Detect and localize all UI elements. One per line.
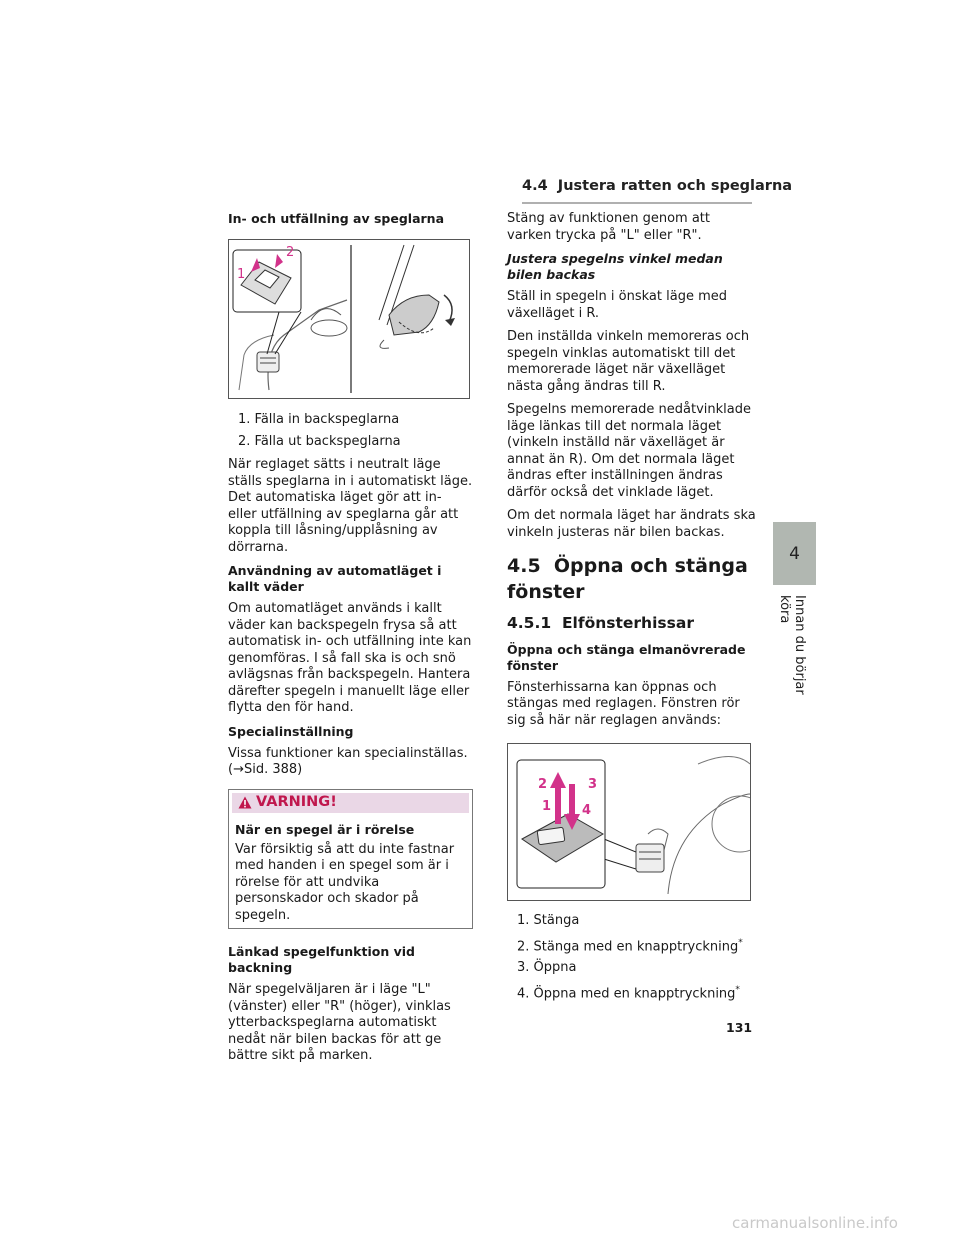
page-number: 131 (726, 1020, 753, 1035)
heading-adjust: Justera spegelns vinkel medan bilen backas (507, 251, 723, 282)
left-column (228, 211, 473, 1072)
list-item: 1. Fälla in backspeglarna (238, 412, 400, 427)
footnote-marker: * (738, 937, 743, 948)
heading-special: Specialinställning (228, 723, 354, 739)
list-item: 1. Stänga (517, 913, 580, 928)
warning-band (232, 793, 469, 813)
section-heading-4-5 (507, 553, 757, 605)
fig1-callout-2: 2 (286, 245, 295, 260)
list-item (507, 982, 757, 1003)
chapter-title: Innan du börjar köra (777, 595, 807, 695)
paragraph-neutral: När reglaget sätts i neutralt läge ställs speglarna in i automatiskt läge. Det automatiska läget gör att in- eller utfällning av speglarna går att koppla till låsning/upplåsning av dörrarna. (228, 457, 473, 555)
heading-linked: Länkad spegelfunktion vid backning (228, 944, 415, 975)
right-column (507, 211, 757, 1010)
chapter-tab[interactable] (773, 522, 816, 585)
mirror-fold-drawing (229, 240, 469, 398)
window-switch-drawing (508, 744, 750, 900)
watermark: carmanualsonline.info (732, 1214, 898, 1232)
fig1-callout-1: 1 (237, 267, 246, 282)
heading-fold: In- och utfällning av speglarna (228, 211, 445, 226)
warning-text: Var försiktig så att du inte fastnar med handen i en spegel som är i rörelse för att undvika personskador och skador på spegeln. (235, 841, 455, 923)
section-title: Öppna och stänga fönster (507, 555, 748, 603)
heading-windows: Öppna och stänga elmanövrerade fönster (507, 641, 746, 673)
footnote-marker: * (735, 984, 740, 995)
paragraph-adjust-2: Den inställda vinkeln memoreras och spegeln vinklas automatiskt till det memorerade läget när växelläget nästa gång ändras till R. (507, 329, 750, 394)
fig2-callout-1: 1 (542, 799, 552, 814)
subsection-title: Elfönsterhissar (561, 614, 694, 632)
special-text: Vissa funktioner kan specialinställas. (228, 745, 468, 761)
special-page-link[interactable]: (→Sid. 388) (228, 762, 303, 777)
paragraph-adjust-4: Om det normala läget har ändrats ska vinkeln justeras när bilen backas. (507, 508, 756, 540)
list-item: 3. Öppna (517, 960, 577, 976)
list-item: 2. Fälla ut backspeglarna (238, 433, 401, 449)
section-number: 4.5 (507, 555, 541, 577)
heading-cold: Användning av automatläget i kallt väder (228, 563, 442, 594)
warning-title: VARNING! (256, 794, 337, 811)
fig2-callout-4: 4 (582, 803, 592, 818)
paragraph-adjust-3: Spegelns memorerade nedåtvinklade läge länkas till det normala läget (vinkeln inställd när växelläget är annat än R). Om det normala läget ändras efter inställningen ändras därför också det vinklade läget. (507, 402, 751, 500)
paragraph-off: Stäng av funktionen genom att varken trycka på "L" eller "R". (507, 211, 710, 243)
window-list (507, 913, 757, 1003)
list-item-text: 2. Stänga med en knapptryckning (517, 938, 739, 954)
paragraph-adjust-1: Ställ in spegeln i önskat läge med växelläget i R. (507, 289, 727, 321)
header-title: Justera ratten och speglarna (557, 178, 793, 194)
paragraph-linked: När spegelväljaren är i läge "L" (vänster) eller "R" (höger), vinklas ytterbackspeglarna automatiskt nedåt när bilen backas för att ge bättre sikt på marken. (228, 982, 451, 1063)
running-header (522, 178, 792, 194)
chapter-number: 4 (789, 543, 800, 564)
subsection-number: 4.5.1 (507, 614, 552, 632)
fold-list (228, 412, 473, 450)
fig2-callout-3: 3 (588, 777, 598, 792)
list-item-text: 4. Öppna med en knapptryckning (517, 986, 736, 1002)
list-item (507, 935, 757, 956)
header-section: 4.4 (522, 178, 548, 194)
warning-triangle-icon (238, 796, 252, 809)
mirror-fold-illustration (228, 239, 470, 399)
window-switch-illustration (507, 743, 751, 901)
fig2-callout-2: 2 (538, 777, 548, 792)
paragraph-cold: Om automatläget används i kallt väder kan backspegeln frysa så att automatisk in- och utfällning inte kan genomföras. I så fall ska is och snö avlägsnas från backspegeln. Hantera därefter spegeln i manuellt läge eller flytta den för hand. (228, 601, 472, 715)
subsection-heading-4-5-1 (507, 615, 757, 632)
warning-heading: När en spegel är i rörelse (235, 821, 415, 837)
paragraph-special (228, 746, 473, 779)
warning-body (229, 816, 472, 929)
warning-box (228, 789, 473, 930)
header-rule (522, 202, 752, 204)
paragraph-windows: Fönsterhissarna kan öppnas och stängas med reglagen. Fönstren rör sig så här när reglagen används: (507, 679, 740, 728)
